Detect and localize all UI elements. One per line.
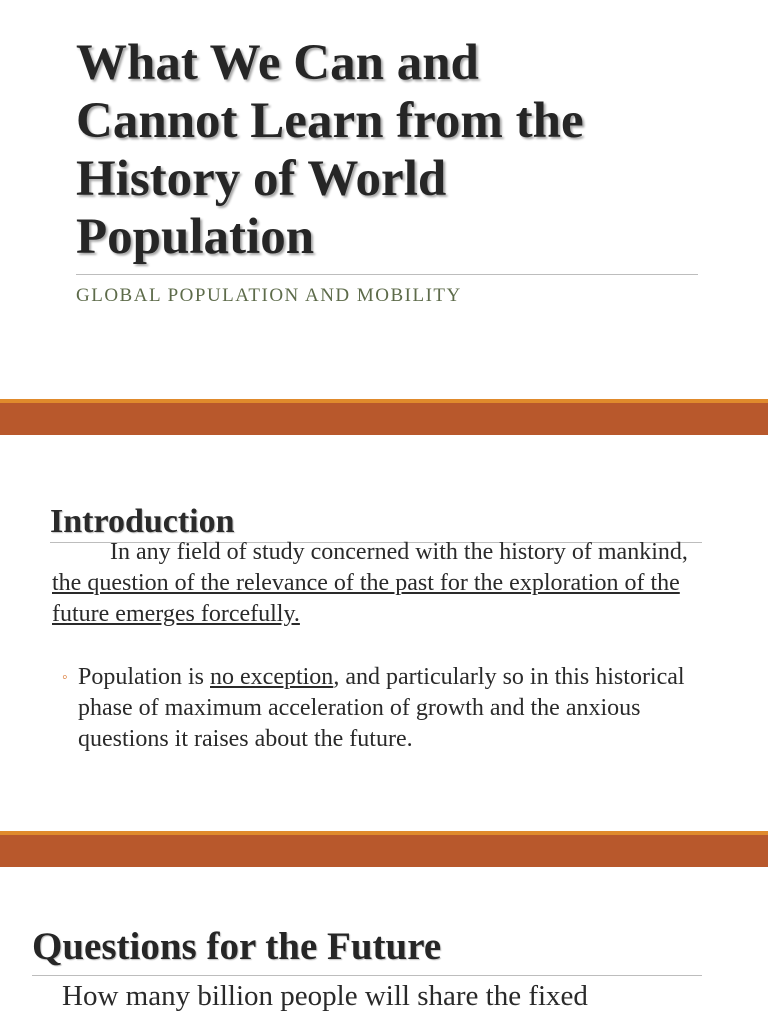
questions-heading: Questions for the Future (32, 925, 442, 968)
bullet-text: Population is (78, 664, 211, 690)
bullet-underlined-text: no exception (210, 664, 334, 690)
paragraph-underlined-text: the question of the relevance of the past for the exploration of the future emerges forcefully. (52, 570, 680, 627)
page-title (76, 34, 716, 266)
introduction-heading: Introduction (50, 503, 235, 540)
bullet-text-suffix: , and particularly so in this historical phase of maximum acceleration of growth and the anxious questions it raises about the future. (78, 664, 685, 752)
heading-divider (32, 975, 702, 976)
bullet-item (62, 662, 728, 755)
title-line: Cannot Learn from the (76, 93, 584, 149)
title-line: History of World (76, 151, 447, 207)
title-line: What We Can and (76, 35, 479, 91)
bullet-marker-icon: ◦ (62, 669, 68, 686)
slide-separator (0, 831, 768, 867)
paragraph-text: In any field of study concerned with the history of mankind, (110, 539, 688, 565)
title-line: Population (76, 209, 315, 265)
questions-text: How many billion people will share the fixed (62, 980, 588, 1012)
title-divider (76, 274, 698, 275)
slide-separator (0, 399, 768, 435)
subtitle: GLOBAL POPULATION AND MOBILITY (76, 285, 462, 306)
introduction-paragraph (52, 537, 722, 630)
